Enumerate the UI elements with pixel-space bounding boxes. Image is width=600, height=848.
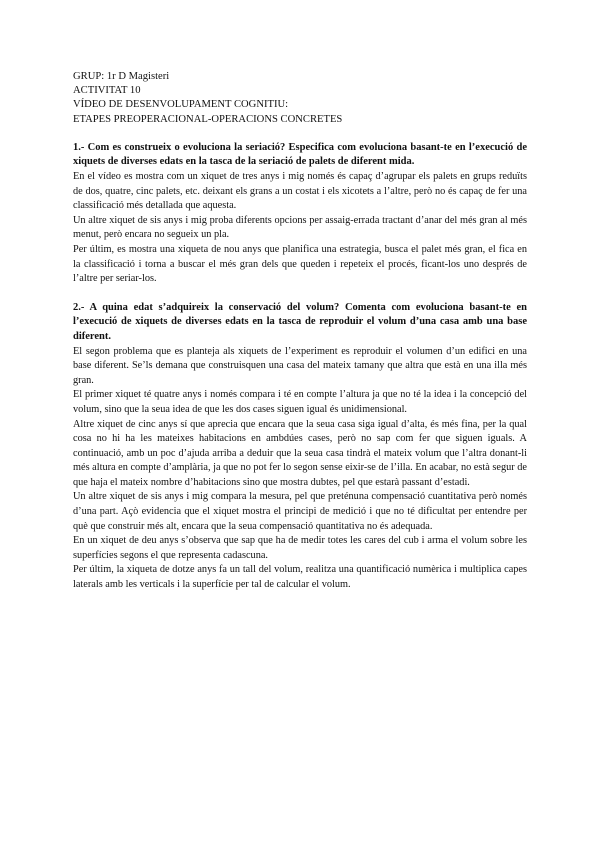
document-header (73, 70, 527, 127)
section-1-paragraph-3: Per últim, es mostra una xiqueta de nou anys que planifica una estrategia, busca el palet més gran, el fica en la classificació i torna a buscar el més gran dels que queden i repeteix el procés, ficant-los uno després de l’altre per seriar-los. (73, 243, 527, 285)
question-1: 1.- Com es construeix o evoluciona la seriació? Especifica com evoluciona basant-te en l’execució de xiquets de diverses edats en la tasca de la seriació de palets de diferent mida. (73, 141, 527, 168)
section-1-paragraph-1: En el vídeo es mostra com un xiquet de tres anys i mig només és capaç d’agrupar els palets en grups reduïts de dos, quatre, cinc palets, etc. deixant els grans a un costat i els xicotets a l’altre, però no és capaç de fer una classificació més detallada que aquesta. (73, 171, 527, 212)
stages-line: ETAPES PREOPERACIONAL-OPERACIONS CONCRETES (73, 113, 343, 125)
group-line: GRUP: 1r D Magisteri (73, 71, 170, 82)
section-2-paragraph-6: Per últim, la xiqueta de dotze anys fa un tall del volum, realitza una quantificació numèrica i multiplica capes laterals amb les verticals i la superfície per tal de calcular el volum. (73, 564, 527, 591)
question-2: 2.- A quina edat s’adquireix la conservació del volum? Comenta com evoluciona basant-te en l’execució de xiquets de diverses edats en la tasca de reproduir el volum d’una casa amb una base diferent. (73, 301, 527, 342)
section-2-paragraph-1: El segon problema que es planteja als xiquets de l’experiment es reproduir el volumen d’un edifici en una base diferent. Se’ls demana que construisquen una casa del mateix tamany que altra que està en una illa més gran. (73, 345, 527, 386)
section-2 (73, 301, 527, 593)
section-2-paragraph-4: Un altre xiquet de sis anys i mig compara la mesura, pel que preténuna compensació cuantitativa però només d’una part. Açò evidencia que el xiquet mostra el principi de medició i que no té dificultat per entendre per què que construir més alt, encara que la seua compensació quantitativa no és adequada. (73, 491, 527, 532)
activity-line: ACTIVITAT 10 (73, 85, 141, 97)
section-2-paragraph-2: El primer xiquet té quatre anys i només compara i té en compte l’altura ja que no té la idea i la concepció del volum, sino que la seua idea de que les dos cases siguen igual és unidimensional. (73, 389, 527, 415)
section-1 (73, 141, 527, 287)
section-2-paragraph-3: Altre xiquet de cinc anys sí que aprecia que encara que la seua casa siga igual d’alta, és més fina, per la qual cosa no hi ha les mateixes habitacions en ambdúes cases, però no sap com fer que siguen iguals. A continuació, amb un poc d’ajuda arriba a deduir que la seua casa tindrà el mateix volum que l’altra donant-li més altura en compte d’amplària, ja que no pot fer lo segon sense eixir-se de l’illa. En acabar, no està segur de que haja el mateix nombre d’habitacions sino que mostra dubtes, pel que estarà passant d’estadi. (73, 418, 527, 488)
section-1-paragraph-2: Un altre xiquet de sis anys i mig proba diferents opcions per assaig-errada tractant d’anar del més gran al més menut, però encara no segueix un pla. (73, 214, 527, 241)
section-2-paragraph-5: En un xiquet de deu anys s’observa que sap que ha de medir totes les cares del cub i arma el volum sobre les superfícies segons el que representa cadascuna. (73, 535, 527, 561)
video-title-line: VÍDEO DE DESENVOLUPAMENT COGNITIU: (73, 99, 289, 111)
